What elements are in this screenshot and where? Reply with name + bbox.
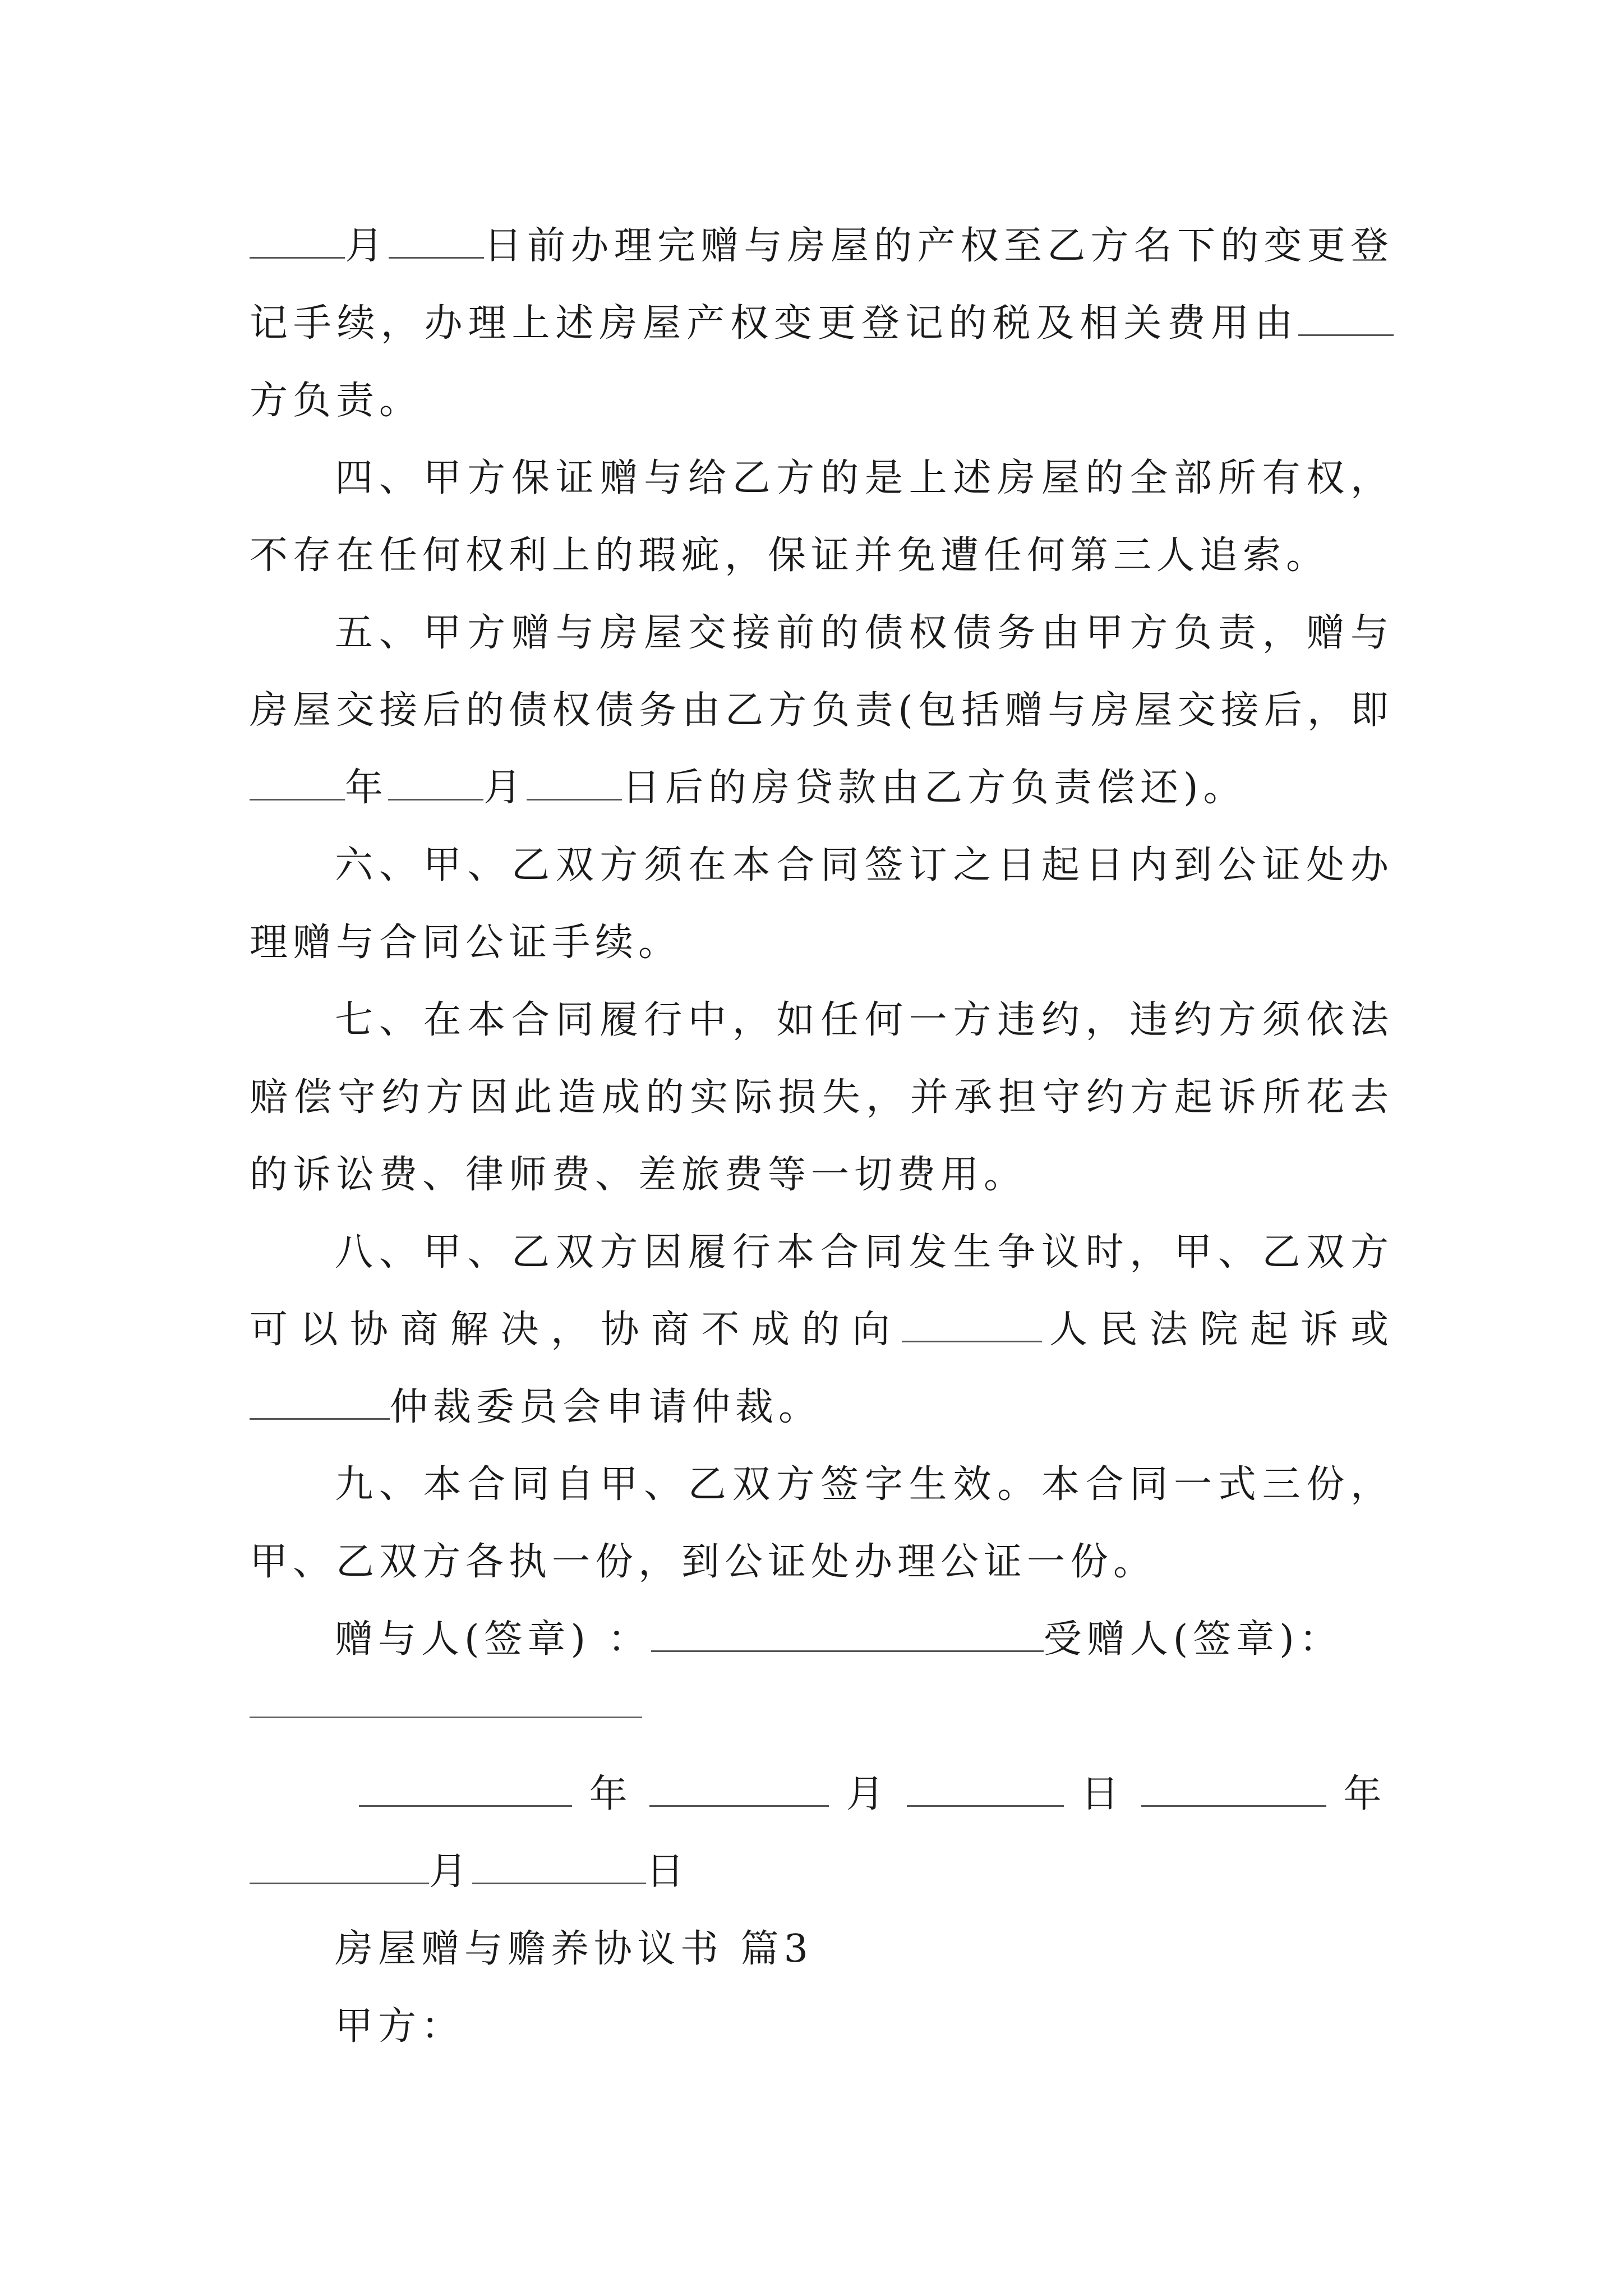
clause-5 [250, 595, 1394, 827]
clause-text: 月 [345, 224, 389, 268]
year-label: 年 [589, 1772, 633, 1816]
clause-text: 五、甲方赠与房屋交接前的债权债务由甲方负责，赠与房屋交接后的债权债务由乙方负责(包括赠与房屋交接后，即 [250, 611, 1394, 733]
day-label: 日 [1081, 1772, 1124, 1816]
blank-field [527, 766, 622, 800]
clause-text: 日后的房贷款由乙方负责偿还)。 [622, 766, 1247, 810]
clause-8 [250, 1214, 1394, 1446]
donor-signature-label: 赠与人(签章) ： [335, 1617, 651, 1662]
donee-signature-field [250, 1717, 642, 1718]
donor-signature-field [651, 1618, 1044, 1652]
blank-field [250, 1850, 429, 1884]
signature-line [335, 1601, 1343, 1678]
clause-text: 人民法院起诉或 [1042, 1308, 1394, 1352]
blank-field [389, 224, 484, 259]
blank-field [649, 1773, 829, 1807]
blank-field [359, 1773, 572, 1807]
blank-field [250, 766, 345, 800]
clause-6: 六、甲、乙双方须在本合同签订之日起日内到公证处办理赠与合同公证手续。 [250, 843, 1394, 965]
month-label: 月 [846, 1772, 889, 1816]
blank-field [1298, 302, 1394, 336]
blank-field [1141, 1773, 1326, 1807]
clause-text: 月 [483, 766, 527, 810]
section-title: 房屋赠与赡养协议书 篇3 [335, 1927, 813, 1971]
clause-text: 方负责。 [250, 379, 423, 423]
clause-7: 七、在本合同履行中，如任何一方违约，违约方须依法赔偿守约方因此造成的实际损失，并承担守约方起诉所花去的诉讼费、律师费、差旅费等一切费用。 [250, 998, 1394, 1197]
party-a-label: 甲方： [335, 2004, 465, 2049]
year-label: 年 [1343, 1772, 1387, 1816]
clause-text: 日前办理完赠与房屋的产权至乙方名下的变更登记手续，办理上述房屋产权变更登记的税及相关费用由 [250, 224, 1394, 346]
clause-9: 九、本合同自甲、乙双方签字生效。本合同一式三份，甲、乙双方各执一份，到公证处办理公证一份。 [250, 1462, 1394, 1584]
blank-field [472, 1850, 646, 1884]
blank-field [907, 1773, 1064, 1807]
month-label: 月 [429, 1849, 473, 1894]
blank-field [388, 766, 483, 800]
clause-text: 八、甲、乙双方因履行本合同发生争议时，甲、乙双方可以协商解决，协商不成的向 [250, 1230, 1394, 1352]
clause-4: 四、甲方保证赠与给乙方的是上述房屋的全部所有权，不存在任何权利上的瑕疵，保证并免遭任何第三人追索。 [250, 456, 1394, 578]
day-label: 日 [646, 1849, 690, 1894]
clause-3-continuation [250, 208, 1394, 440]
blank-field [250, 224, 345, 259]
date-line-continued [250, 1833, 689, 1911]
blank-field [250, 1386, 390, 1420]
date-line [359, 1756, 1386, 1833]
blank-field [902, 1308, 1042, 1342]
clause-text: 年 [345, 766, 389, 810]
clause-text: 仲裁委员会申请仲裁。 [390, 1385, 822, 1429]
donee-signature-label: 受赠人(签章)： [1043, 1617, 1343, 1662]
